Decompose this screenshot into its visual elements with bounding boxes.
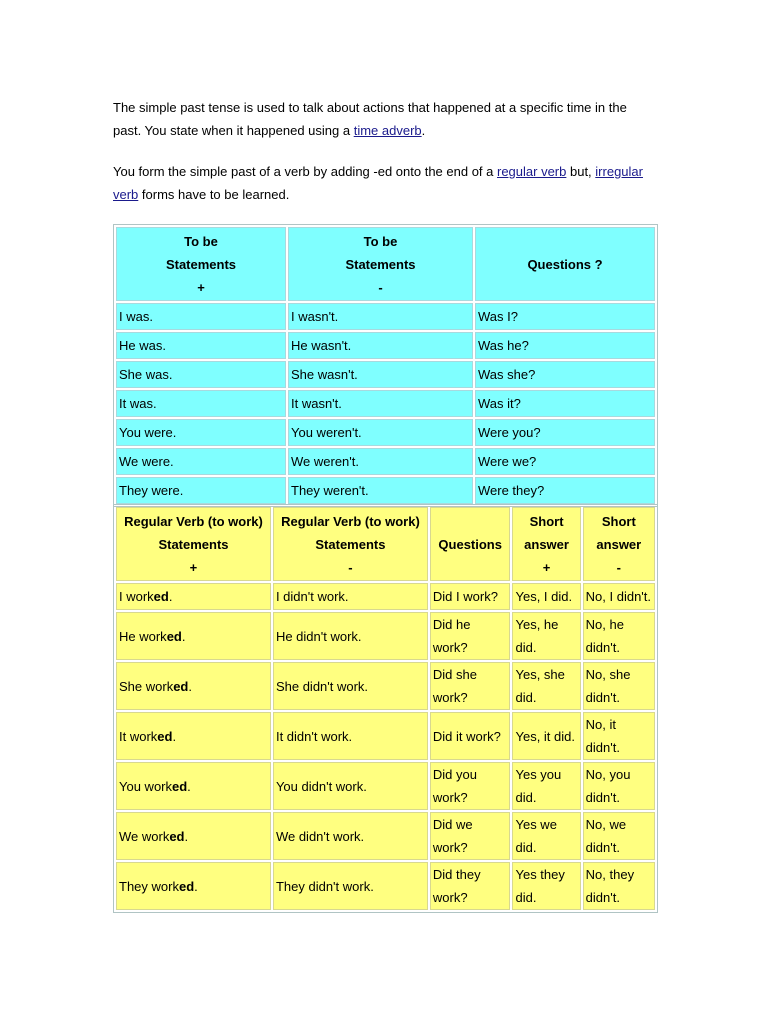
header-line: answer: [596, 536, 642, 552]
header-line: To be: [363, 233, 398, 249]
verb-stem: You work: [119, 778, 172, 794]
verb-stem: I work: [119, 589, 154, 604]
verb-ending: ed: [172, 778, 188, 794]
cell-question: Was he?: [475, 332, 655, 359]
cell-short-positive: Yes, she did.: [512, 662, 580, 710]
header-line: Questions: [438, 536, 502, 552]
cell-question: Did I work?: [430, 583, 511, 610]
cell-question: Was it?: [475, 390, 655, 417]
cell-short-positive: Yes we did.: [512, 812, 580, 860]
table-row: [116, 762, 655, 810]
header-line: -: [616, 559, 621, 575]
cell-short-negative: No, it didn't.: [583, 712, 655, 760]
to-be-header-row: [116, 227, 655, 301]
intro-paragraph-1: [113, 96, 658, 142]
cell-positive: You were.: [116, 419, 286, 446]
header-line: +: [542, 559, 551, 575]
time-adverb-link[interactable]: time adverb: [353, 123, 422, 138]
table-row: [116, 812, 655, 860]
cell-positive: We were.: [116, 448, 286, 475]
cell-negative: It wasn't.: [288, 390, 473, 417]
regular-verb-table: [113, 504, 658, 913]
cell-positive: I worked.: [116, 583, 271, 610]
cell-negative: She wasn't.: [288, 361, 473, 388]
intro-p2-end: forms have to be learned.: [138, 187, 290, 202]
cell-short-positive: Yes they did.: [512, 862, 580, 910]
cell-negative: They didn't work.: [273, 862, 428, 910]
cell-positive: It worked.: [116, 712, 271, 760]
verb-ending: ed: [169, 828, 185, 844]
verb-ending: ed: [153, 589, 169, 604]
cell-negative: We didn't work.: [273, 812, 428, 860]
table-row: [116, 419, 655, 446]
table-row: [116, 303, 655, 330]
cell-question: Did she work?: [430, 662, 511, 710]
cell-short-negative: No, you didn't.: [583, 762, 655, 810]
cell-positive: She was.: [116, 361, 286, 388]
intro-paragraph-2: [113, 160, 658, 206]
table-row: [116, 477, 655, 504]
header-line: To be: [184, 233, 218, 249]
header-line: Regular Verb (to work): [124, 513, 263, 529]
table-row: [116, 712, 655, 760]
cell-short-negative: No, she didn't.: [583, 662, 655, 710]
cell-short-positive: Yes, I did.: [512, 583, 580, 610]
intro-p2-text: You form the simple past of a verb by adding -ed onto the end of a: [113, 164, 497, 179]
cell-negative: I wasn't.: [288, 303, 473, 330]
cell-question: Were they?: [475, 477, 655, 504]
table-row: [116, 361, 655, 388]
table-row: [116, 612, 655, 660]
header-to-be-questions: [475, 227, 655, 301]
cell-positive: They worked.: [116, 862, 271, 910]
table-row: [116, 448, 655, 475]
cell-positive: I was.: [116, 303, 286, 330]
verb-stem: It work: [119, 728, 158, 744]
header-line: Questions ?: [527, 256, 603, 272]
cell-positive: They were.: [116, 477, 286, 504]
document-page: [113, 96, 658, 913]
cell-short-positive: Yes, he did.: [512, 612, 580, 660]
cell-short-positive: Yes you did.: [512, 762, 580, 810]
header-line: Statements: [345, 256, 416, 272]
header-line: Short: [601, 513, 636, 529]
cell-question: Was I?: [475, 303, 655, 330]
header-to-be-positive: [116, 227, 286, 301]
cell-question: Were we?: [475, 448, 655, 475]
cell-negative: He wasn't.: [288, 332, 473, 359]
table-row: [116, 332, 655, 359]
header-line: Statements: [315, 536, 386, 552]
cell-positive: It was.: [116, 390, 286, 417]
header-short-positive: [512, 507, 580, 581]
table-row: [116, 583, 655, 610]
intro-p2-middle: but,: [566, 164, 596, 179]
cell-question: Was she?: [475, 361, 655, 388]
regular-verb-link[interactable]: regular verb: [497, 164, 567, 179]
verb-ending: ed: [178, 878, 195, 894]
header-to-be-negative: [288, 227, 473, 301]
cell-negative: You weren't.: [288, 419, 473, 446]
header-line: Statements: [158, 536, 229, 552]
cell-short-negative: No, I didn't.: [583, 583, 655, 610]
cell-positive: We worked.: [116, 812, 271, 860]
header-line: +: [197, 279, 205, 295]
cell-short-negative: No, he didn't.: [583, 612, 655, 660]
intro-p1-text: The simple past tense is used to talk about actions that happened at a specific time in the past. You state when it happened using a: [113, 100, 627, 138]
verb-ending: ed: [157, 728, 173, 744]
cell-question: Were you?: [475, 419, 655, 446]
cell-positive: He was.: [116, 332, 286, 359]
irregular-verb-link[interactable]: irregular verb: [113, 164, 643, 202]
cell-short-negative: No, we didn't.: [583, 812, 655, 860]
cell-question: Did we work?: [430, 812, 511, 860]
header-line: answer: [524, 536, 569, 552]
cell-positive: You worked.: [116, 762, 271, 810]
cell-negative: She didn't work.: [273, 662, 428, 710]
header-regular-questions: [430, 507, 511, 581]
verb-stem: He work: [119, 628, 167, 644]
cell-negative: We weren't.: [288, 448, 473, 475]
header-short-negative: [583, 507, 655, 581]
regular-header-row: [116, 507, 655, 581]
table-row: [116, 862, 655, 910]
cell-question: Did he work?: [430, 612, 511, 660]
table-row: [116, 662, 655, 710]
cell-negative: He didn't work.: [273, 612, 428, 660]
cell-question: Did it work?: [430, 712, 511, 760]
cell-negative: You didn't work.: [273, 762, 428, 810]
header-line: +: [189, 559, 198, 575]
cell-negative: I didn't work.: [273, 583, 428, 610]
header-line: -: [348, 559, 353, 575]
cell-negative: They weren't.: [288, 477, 473, 504]
verb-stem: We work: [119, 828, 170, 844]
cell-positive: He worked.: [116, 612, 271, 660]
cell-question: Did you work?: [430, 762, 511, 810]
verb-ending: ed: [166, 628, 182, 644]
header-regular-positive: [116, 507, 271, 581]
cell-short-positive: Yes, it did.: [512, 712, 580, 760]
to-be-table: [113, 224, 658, 507]
table-row: [116, 390, 655, 417]
cell-negative: It didn't work.: [273, 712, 428, 760]
cell-short-negative: No, they didn't.: [583, 862, 655, 910]
header-line: Short: [529, 513, 564, 529]
header-line: Regular Verb (to work): [281, 513, 420, 529]
cell-question: Did they work?: [430, 862, 511, 910]
header-line: -: [378, 279, 383, 295]
cell-positive: She worked.: [116, 662, 271, 710]
verb-ending: ed: [173, 678, 189, 694]
header-regular-negative: [273, 507, 428, 581]
intro-p1-end: .: [421, 123, 426, 138]
header-line: Statements: [165, 256, 237, 272]
verb-stem: They work: [119, 878, 179, 894]
verb-stem: She work: [119, 678, 174, 694]
